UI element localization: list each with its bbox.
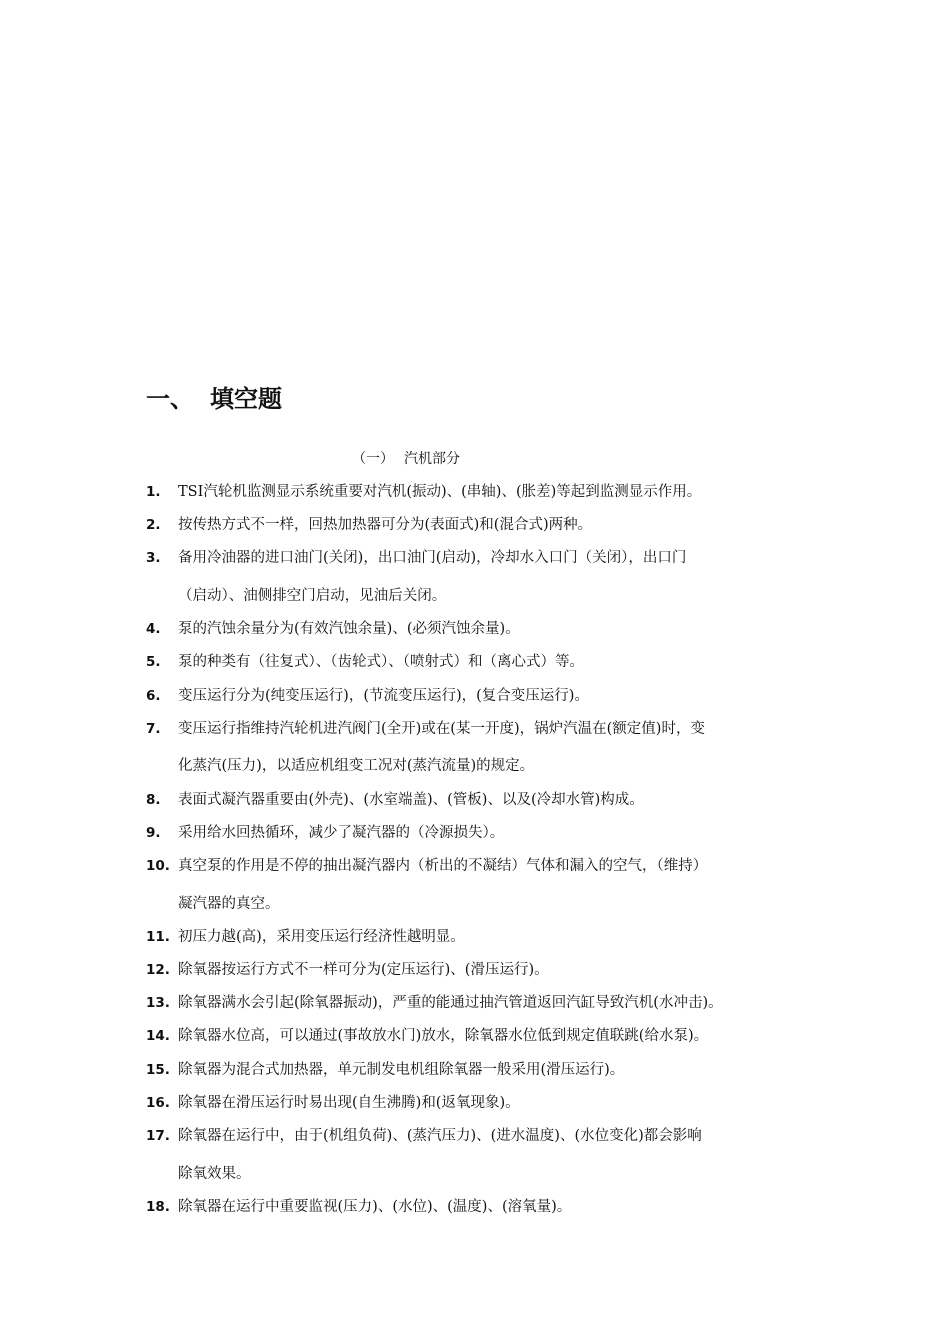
question-number: 7.	[146, 720, 161, 737]
question-text-line: 泵的种类有（往复式）、（齿轮式）、（喷射式）和（离心式）等。	[178, 654, 584, 671]
question-number: 12.	[146, 962, 170, 978]
question-number: 9.	[146, 824, 161, 841]
question-number: 6.	[146, 687, 161, 704]
question-number: 17.	[146, 1128, 170, 1144]
section-title: 填空题	[210, 385, 282, 413]
question-text-line: 初压力越(高)，采用变压运行经济性越明显。	[178, 928, 465, 945]
question-number: 18.	[146, 1198, 170, 1215]
question-number: 4.	[146, 621, 161, 638]
question-number: 13.	[146, 995, 170, 1012]
question-text-line: 除氧器在滑压运行时易出现(自生沸腾)和(返氧现象)。	[178, 1094, 520, 1111]
question-text-line: 变压运行分为(纯变压运行)，(节流变压运行)，(复合变压运行)。	[178, 687, 589, 704]
question-text-line: TSI汽轮机监测显示系统重要对汽机(振动)、(串轴)、(胀差)等起到监测显示作用。	[178, 484, 702, 500]
question-number: 3.	[146, 550, 161, 567]
question-text-line: 按传热方式不一样，回热加热器可分为(表面式)和(混合式)两种。	[178, 517, 593, 534]
question-number: 2.	[146, 517, 161, 534]
question-text-line: 除氧器在运行中重要监视(压力)、(水位)、(温度)、(溶氧量)。	[178, 1198, 572, 1215]
question-text-line: 化蒸汽(压力)，以适应机组变工况对(蒸汽流量)的规定。	[178, 758, 535, 775]
question-text-line: 泵的汽蚀余量分为(有效汽蚀余量)、(必须汽蚀余量)。	[178, 621, 520, 638]
section-heading	[146, 382, 282, 416]
question-number: 10.	[146, 858, 170, 874]
question-number: 16.	[146, 1094, 170, 1111]
subsection-number: （一）	[352, 451, 394, 467]
question-number: 1.	[146, 484, 161, 500]
question-text-line: 变压运行指维持汽轮机进汽阀门(全开)或在(某一开度)，锅炉汽温在(额定值)时，变	[178, 720, 705, 737]
question-number: 5.	[146, 654, 161, 671]
section-number: 一、	[146, 385, 194, 413]
question-text-line: 除氧器满水会引起(除氧器振动)，严重的能通过抽汽管道返回汽缸导致汽机(水冲击)。	[178, 995, 723, 1012]
subsection-heading	[352, 449, 460, 469]
subsection-title: 汽机部分	[404, 451, 460, 467]
question-number: 15.	[146, 1061, 170, 1078]
question-text-line: 采用给水回热循环，减少了凝汽器的（冷源损失）。	[178, 824, 505, 841]
question-text-line: 除氧器按运行方式不一样可分为(定压运行)、(滑压运行)。	[178, 962, 549, 978]
question-number: 11.	[146, 928, 170, 945]
question-text-line: 除氧器水位高，可以通过(事故放水门)放水，除氧器水位低到规定值联跳(给水泵)。	[178, 1028, 709, 1045]
question-text-line: 备用冷油器的进口油门(关闭)，出口油门(启动)，冷却水入口门（关闭），出口门	[178, 550, 687, 567]
question-text-line: 除氧器在运行中，由于(机组负荷)、(蒸汽压力)、(进水温度)、(水位变化)都会影响	[178, 1128, 702, 1144]
question-text-line: 除氧效果。	[178, 1165, 251, 1182]
question-text-line: 表面式凝汽器重要由(外壳)、(水室端盖)、(管板)、以及(冷却水管)构成。	[178, 791, 644, 808]
question-text-line: 除氧器为混合式加热器，单元制发电机组除氧器一般采用(滑压运行)。	[178, 1061, 625, 1078]
question-text-line: （启动）、油侧排空门启动，见油后关闭。	[178, 587, 447, 604]
question-number: 8.	[146, 791, 161, 808]
question-text-line: 凝汽器的真空。	[178, 895, 280, 912]
question-number: 14.	[146, 1028, 170, 1045]
question-text-line: 真空泵的作用是不停的抽出凝汽器内（析出的不凝结）气体和漏入的空气，（维持）	[178, 858, 708, 874]
